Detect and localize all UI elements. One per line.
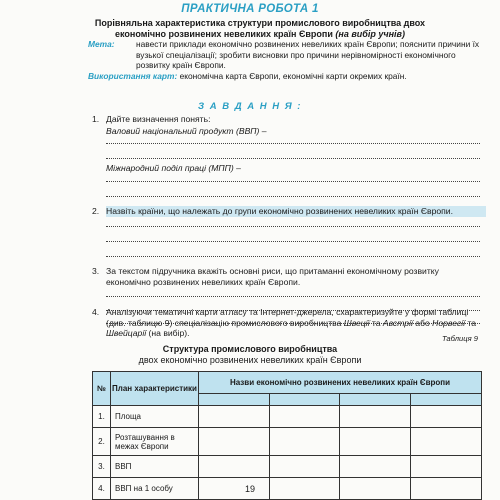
term-division: Міжнародний поділ праці (МПП) – <box>106 163 241 173</box>
row-label: ВВП на 1 особу <box>111 478 199 500</box>
task-text <box>106 307 486 339</box>
task-number: 1. <box>92 114 100 124</box>
table-cell[interactable] <box>340 406 411 428</box>
goal-label: Мета: <box>88 39 115 49</box>
table-cell[interactable] <box>269 456 340 478</box>
row-label: Площа <box>111 406 199 428</box>
row-number: 4. <box>93 478 111 500</box>
maps-label: Використання карт: <box>88 71 178 81</box>
answer-line[interactable] <box>106 296 480 297</box>
table-title-line: Структура промислового виробництва <box>162 344 338 354</box>
table-cell[interactable] <box>411 406 482 428</box>
table-cell[interactable] <box>340 428 411 456</box>
answer-line[interactable] <box>106 196 480 197</box>
structure-table <box>92 371 482 500</box>
table-cell[interactable] <box>269 406 340 428</box>
table-cell[interactable] <box>199 428 270 456</box>
term-text: Валовий національний продукт (ВВП) <box>106 126 260 136</box>
table-cell[interactable] <box>411 456 482 478</box>
practical-work-title: ПРАКТИЧНА РОБОТА 1 <box>181 3 319 15</box>
row-label: Розташування в межах Європи <box>111 428 199 456</box>
task-text: Назвіть країни, що належать до групи економічно розвинених невеликих країн Європи. <box>106 206 486 217</box>
table-number-label: Таблиця 9 <box>441 334 478 343</box>
header-number: № <box>93 372 111 406</box>
country-cell[interactable] <box>340 394 411 406</box>
table-row <box>93 456 482 478</box>
table-cell[interactable] <box>340 456 411 478</box>
tasks-heading: З А В Д А Н Н Я : <box>198 101 302 112</box>
table-title-line: двох економічно розвинених невеликих країн Європи <box>138 354 362 365</box>
table-cell[interactable] <box>269 428 340 456</box>
page-number: 19 <box>244 484 255 494</box>
task-text: Дайте визначення понять: <box>106 114 211 124</box>
table-row <box>93 428 482 456</box>
header-plan: План характеристики <box>111 372 199 406</box>
row-label: ВВП <box>111 456 199 478</box>
subtitle-main: Порівняльна характеристика структури промислового виробництва двох економічно розвинених невеликих країн Європи <box>94 18 426 39</box>
row-number: 2. <box>93 428 111 456</box>
task-country: Норвегії <box>432 317 466 328</box>
row-number: 1. <box>93 406 111 428</box>
task-country: Швейцарії <box>106 328 147 339</box>
table-header-row <box>93 372 482 394</box>
answer-line[interactable] <box>106 241 480 242</box>
country-cell[interactable] <box>199 394 270 406</box>
subtitle-note: (на вибір учнів) <box>335 29 405 39</box>
term-text: Міжнародний поділ праці (МПП) <box>106 163 234 173</box>
answer-line[interactable] <box>106 226 480 227</box>
task-number: 3. <box>92 266 100 276</box>
task-country: Швеції <box>343 317 370 328</box>
answer-line[interactable] <box>106 158 480 159</box>
task-text-part: та <box>369 317 383 328</box>
answer-line[interactable] <box>106 181 480 182</box>
task-text-part: та <box>465 317 477 328</box>
task-text-part: (на вибір). <box>146 328 190 339</box>
table-title <box>0 344 500 365</box>
task-number: 2. <box>92 206 100 216</box>
task-country: Австрії <box>382 317 413 328</box>
table-cell[interactable] <box>411 428 482 456</box>
answer-line[interactable] <box>106 256 480 257</box>
task-number: 4. <box>92 307 100 317</box>
country-cell[interactable] <box>269 394 340 406</box>
goal-text: навести приклади економічно розвинених невеликих країн Європи; пояснити причини їх вузької спеціалізації; зробити висновки про причини нерівномірності економічного розвитку країн Європи. <box>136 39 480 70</box>
header-countries: Назви економічно розвинених невеликих країн Європи <box>199 372 482 394</box>
term-gdp: Валовий національний продукт (ВВП) – <box>106 126 267 136</box>
answer-line[interactable] <box>106 143 480 144</box>
table-cell[interactable] <box>199 456 270 478</box>
task-text: За текстом підручника вкажіть основні риси, що притаманні економічному розвитку економічно розвинених невеликих країн Європи. <box>106 266 439 287</box>
maps-text: економічна карта Європи, економічні карти окремих країн. <box>179 71 407 81</box>
maps-row <box>88 71 488 82</box>
task-text-part: або <box>412 317 433 328</box>
table-row <box>93 406 482 428</box>
country-cell[interactable] <box>411 394 482 406</box>
topic-subtitle <box>70 18 450 40</box>
table-cell[interactable] <box>199 406 270 428</box>
task-text-part: Аналізуючи тематичні карти атласу та Інтернет-джерела, схарактеризуйте у формі таблиці (див. таблицю 9) спеціалізацію промислового виробництва <box>106 307 469 328</box>
row-number: 3. <box>93 456 111 478</box>
